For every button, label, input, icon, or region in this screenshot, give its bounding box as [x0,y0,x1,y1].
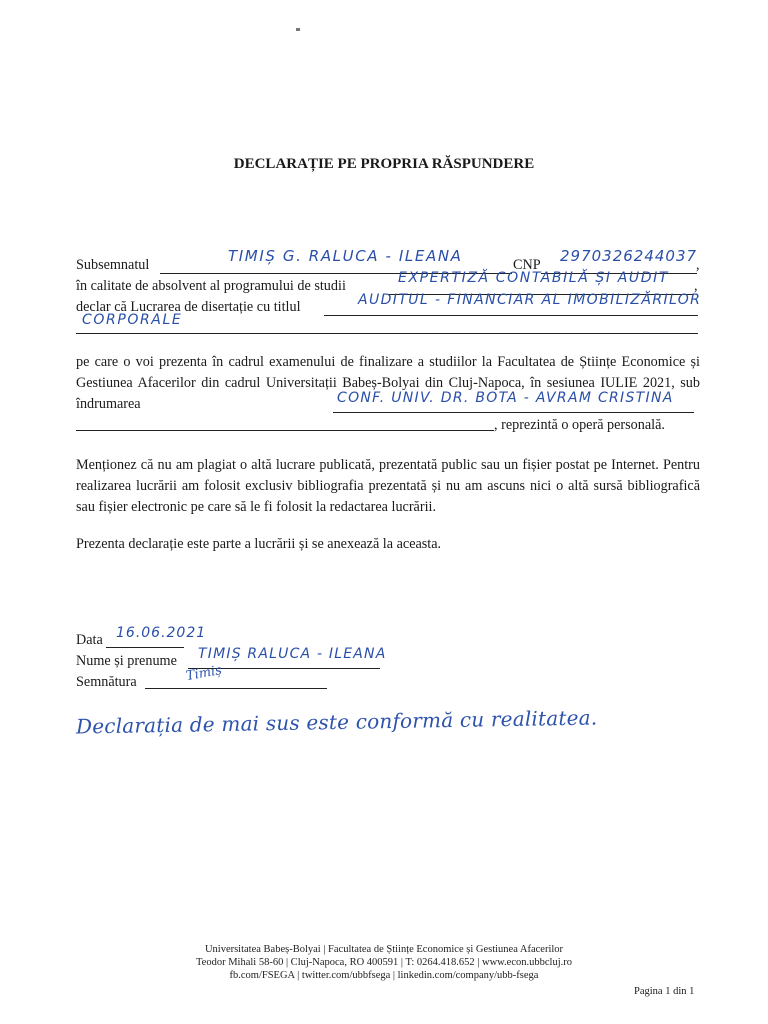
date-value: 16.06.2021 [116,625,207,641]
scan-mark [296,28,300,31]
signature-line [145,688,327,689]
cnp-value: 2970326244037 [560,247,698,265]
thesis-value-line2: CORPORALE [82,312,183,328]
handwritten-statement: Declarația de mai sus este conformă cu realitatea. [75,705,598,739]
footer-line-1: Universitatea Babeș-Bolyai | Facultatea de Științe Economice și Gestiunea Afacerilor [204,944,564,955]
program-value: EXPERTIZĂ CONTABILĂ ȘI AUDIT [398,270,669,286]
supervisor-value: CONF. UNIV. DR. BOTA - AVRAM CRISTINA [337,390,674,406]
date-label: Data [76,632,103,648]
document-title: DECLARAȚIE PE PROPRIA RĂSPUNDERE [233,156,535,172]
annex-paragraph: Prezenta declarație este parte a lucrării și se anexează la aceasta. [76,536,442,552]
thesis-line-2 [76,333,698,334]
signature-value: Timiș [184,662,224,685]
thesis-value-line1: AUDITUL - FINANCIAR AL IMOBILIZĂRILOR [358,292,702,308]
footer-line-2: Teodor Mihali 58-60 | Cluj-Napoca, RO 400591 | T: 0264.418.652 | www.econ.ubbcluj.ro [196,957,572,968]
subsemnatul-value: TIMIȘ G. RALUCA - ILEANA [228,247,463,265]
page-number: Pagina 1 din 1 [634,986,695,997]
subsemnatul-label: Subsemnatul [76,257,150,273]
program-label: în calitate de absolvent al programului de studii [76,278,346,294]
cnp-comma: , [696,257,700,273]
footer-line-3: fb.com/FSEGA | twitter.com/ubbfsega | linkedin.com/company/ubb-fsega [229,970,539,981]
program-comma: , [694,278,698,294]
supervisor-line-1 [333,412,694,413]
name-value: TIMIȘ RALUCA - ILEANA [198,646,387,662]
body-text: pe care o voi prezenta în cadrul examenului de finalizare a studiilor la Facultatea de Științe Economice și Gestiunea Afacerilor din cadrul Universitații Babeș-Bolyai din Cluj-Napoca, în sesiunea IULIE 2021, sub îndrumarea [76,354,700,412]
cnp-label: CNP [513,257,541,273]
supervisor-line-2 [76,430,494,431]
date-line [106,647,184,648]
signature-label: Semnătura [76,674,137,690]
personal-work-text: , reprezintă o operă personală. [494,417,665,433]
name-label: Nume și prenume [76,653,177,669]
thesis-label: declar că Lucrarea de disertație cu titlul [76,299,301,315]
thesis-line-1 [324,315,698,316]
plagiarism-paragraph: Menționez că nu am plagiat o altă lucrare publicată, prezentată public sau un fișier postat pe Internet. Pentru realizarea lucrării am folosit exclusiv bibliografia prezentată și nu am ascuns nici o altă sursă bibliografică sau fișier electronic pe care să le fi folosit la redactarea lucrării. [76,457,700,515]
